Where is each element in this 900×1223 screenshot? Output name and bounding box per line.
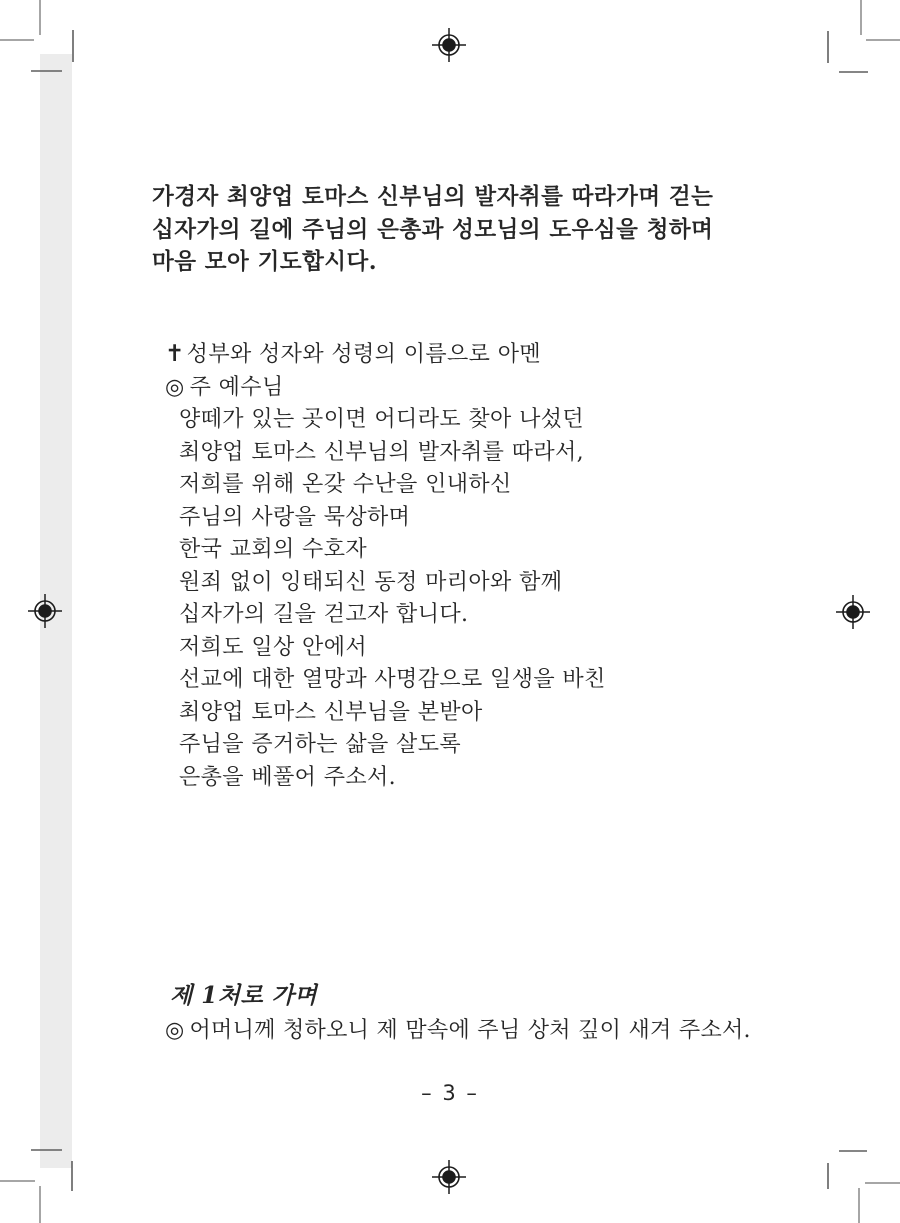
station-title: 제 1처로 가며 xyxy=(170,982,318,1009)
response-marker-icon: ◎ xyxy=(165,1018,185,1043)
prayer-line: 양떼가 있는 곳이면 어디라도 찾아 나섰던 xyxy=(179,407,585,432)
address-text: 주 예수님 xyxy=(189,374,284,400)
latin-cross-icon: ✝ xyxy=(165,341,185,367)
response-address-line xyxy=(165,372,606,405)
prayer-line: 은총을 베풀어 주소서. xyxy=(179,764,397,790)
prayer-line: 주님을 증거하는 삶을 살도록 xyxy=(179,732,462,757)
intro-line: 십자가의 길에 주님의 은총과 성모님의 도우심을 청하며 xyxy=(152,216,714,243)
prayer-line: 저희도 일상 안에서 xyxy=(179,634,368,660)
registration-mark-icon-left xyxy=(28,594,62,628)
intro-line: 마음 모아 기도합시다. xyxy=(152,249,378,275)
prayer-line: 선교에 대한 열망과 사명감으로 일생을 바친 xyxy=(179,667,606,692)
response-marker-icon: ◎ xyxy=(165,374,185,400)
station-response-text: 어머니께 청하오니 제 맘속에 주님 상처 깊이 새겨 주소서. xyxy=(189,1018,751,1043)
station-response-line xyxy=(165,1013,751,1044)
sign-of-cross-line xyxy=(165,338,606,372)
prayer-line: 최양업 토마스 신부님을 본받아 xyxy=(179,699,483,725)
registration-mark-icon-right xyxy=(836,595,870,629)
registration-mark-icon-top xyxy=(432,28,466,62)
intro-line: 가경자 최양업 토마스 신부님의 발자취를 따라가며 걷는 xyxy=(152,184,714,210)
prayer-line: 한국 교회의 수호자 xyxy=(179,537,368,562)
prayer-line: 원죄 없이 잉태되신 동정 마리아와 함께 xyxy=(179,569,563,595)
intro-paragraph xyxy=(152,181,713,279)
prayer-line: 주님의 사랑을 묵상하며 xyxy=(179,504,411,530)
page-number: – 3 – xyxy=(421,1081,479,1105)
prayer-line: 최양업 토마스 신부님의 발자취를 따라서, xyxy=(179,439,585,465)
registration-mark-icon-bottom xyxy=(432,1160,466,1194)
opening-prayer xyxy=(165,338,606,794)
prayer-line: 저희를 위해 온갖 수난을 인내하신 xyxy=(179,472,512,497)
invocation-text: 성부와 성자와 성령의 이름으로 아멘 xyxy=(186,342,542,367)
prayer-line: 십자가의 길을 걷고자 합니다. xyxy=(179,602,469,627)
